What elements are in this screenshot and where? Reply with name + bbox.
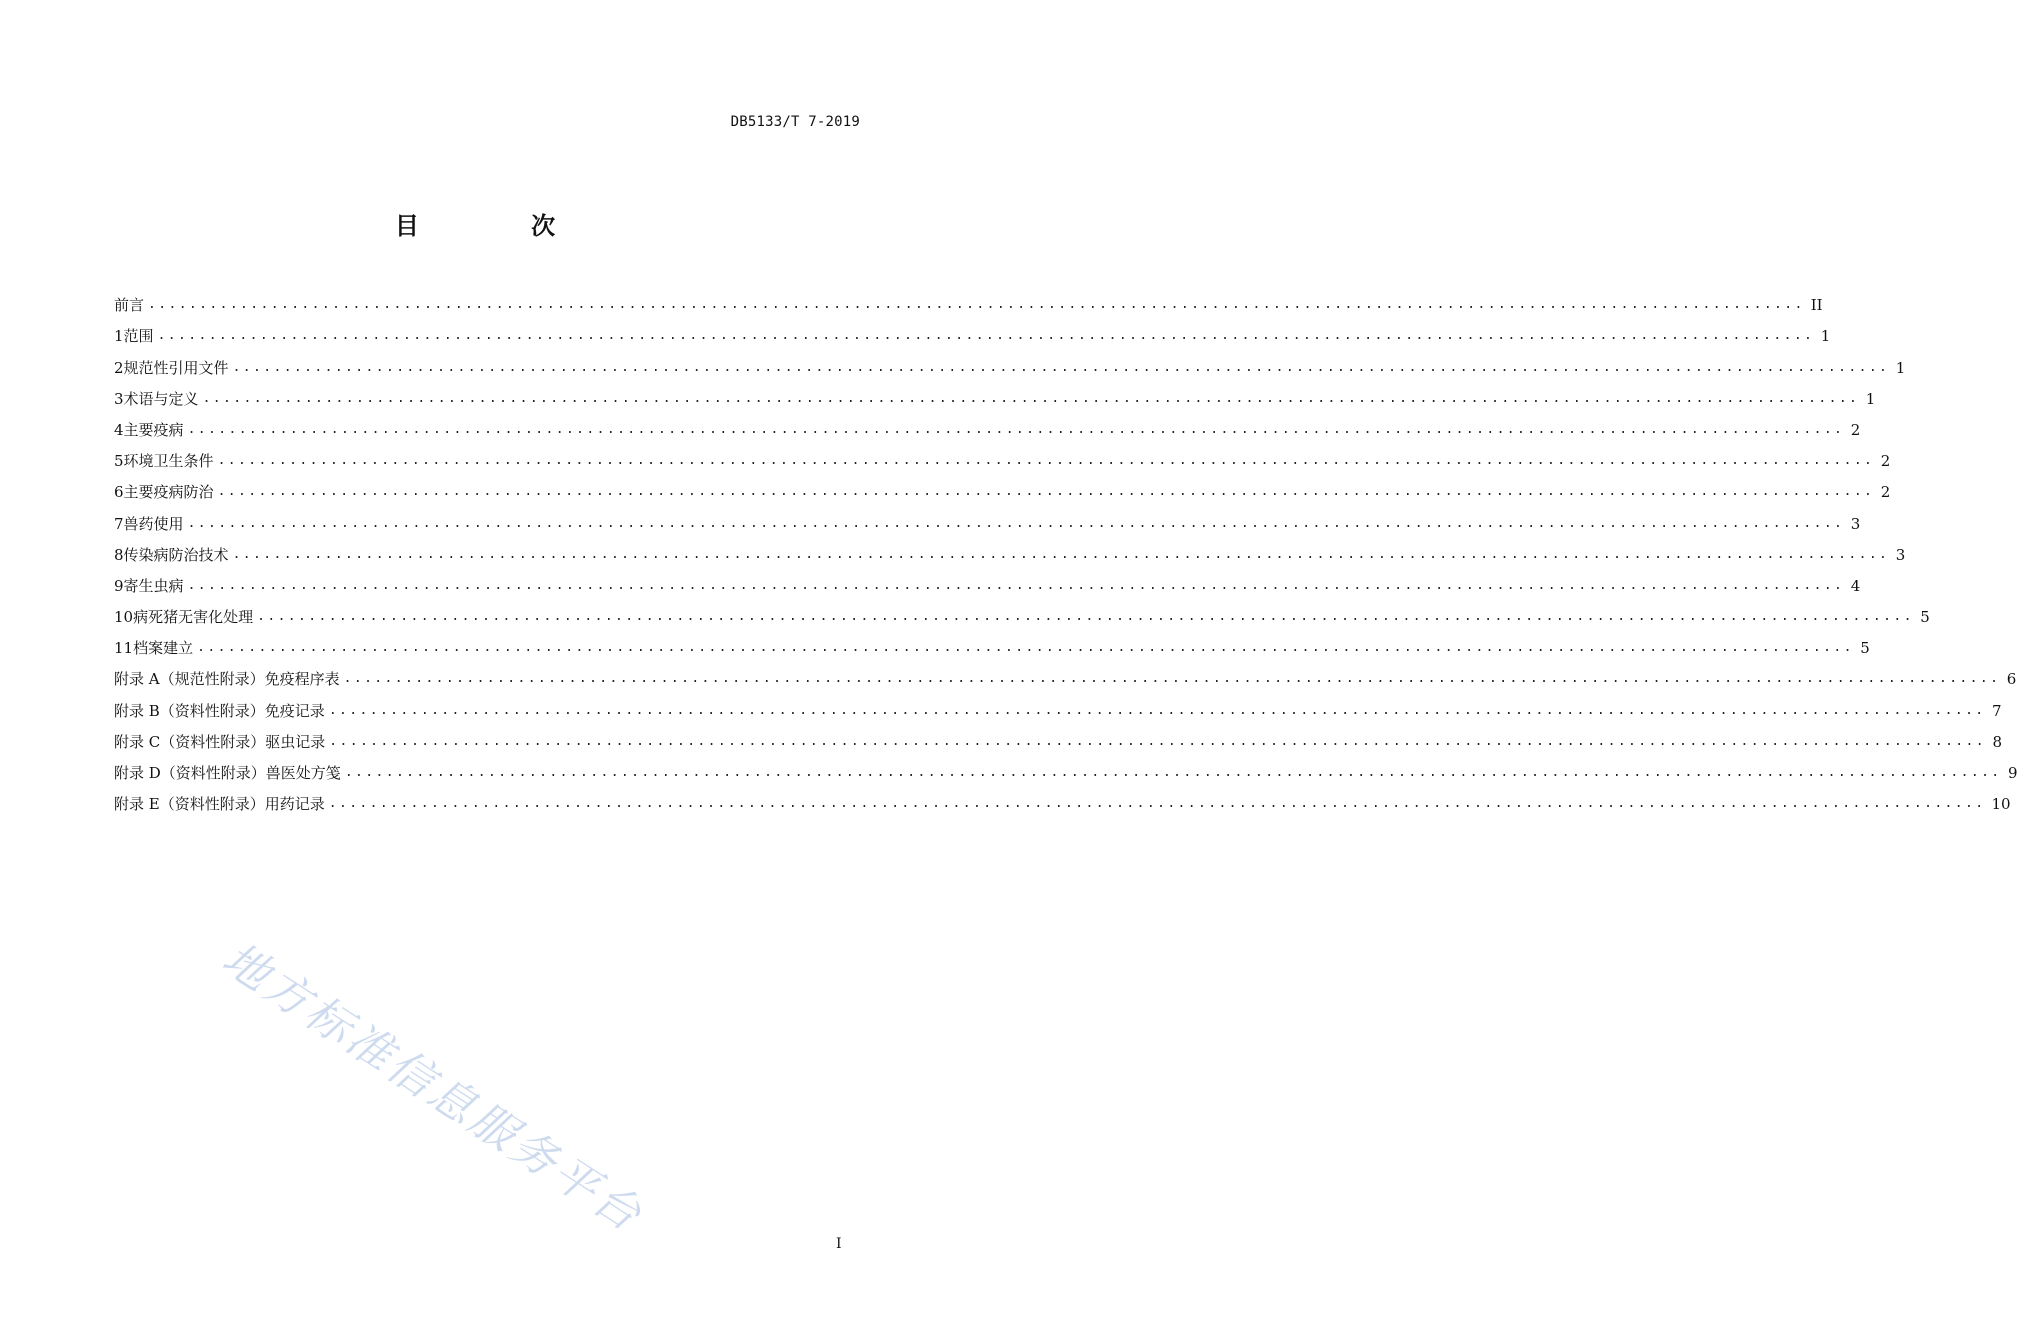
toc-entry[interactable] (114, 317, 1831, 348)
dot-leader: .................................................................................................................................................................. (187, 577, 1845, 593)
dot-leader: .................................................................................................................................................................. (232, 359, 1890, 375)
toc-entry-number: 3 (114, 389, 124, 408)
toc-entry[interactable] (114, 504, 1861, 535)
dot-leader: .................................................................................................................................................................. (328, 796, 1986, 812)
dot-leader: .................................................................................................................................................................. (202, 390, 1860, 406)
toc-entry-label: 兽药使用 (123, 514, 184, 533)
toc-entry[interactable] (114, 411, 1861, 442)
toc-entry-page: 1 (1895, 358, 1906, 377)
toc-entry-page: 9 (2007, 764, 2018, 782)
toc-entry-page: 3 (1895, 545, 1906, 564)
toc-entry-annex: 附录 D（资料性附录） (114, 764, 266, 782)
dot-leader: .................................................................................................................................................................. (343, 671, 2001, 687)
toc-entry-label: 病死猪无害化处理 (133, 608, 254, 627)
toc-entry-label: 主要疫病 (123, 420, 184, 439)
toc-entry-label: 主要疫病防治 (123, 483, 214, 502)
dot-leader: .................................................................................................................................................................. (157, 328, 1815, 344)
toc-entry-number: 2 (114, 358, 124, 377)
toc-entry[interactable] (114, 380, 1876, 411)
toc-entry-page: 6 (2006, 670, 2017, 689)
toc-entry[interactable] (114, 536, 1906, 567)
toc-entry-page: 2 (1880, 452, 1891, 471)
toc-entry[interactable] (114, 286, 1823, 317)
toc-entry[interactable] (114, 660, 2017, 691)
toc-entry-page: 4 (1850, 576, 1861, 595)
toc-entry-label: 术语与定义 (123, 389, 199, 408)
page-title: 目 次 (394, 212, 608, 240)
toc-entry[interactable] (114, 567, 1861, 598)
toc-entry-annex: 附录 B（资料性附录） (114, 701, 265, 720)
toc-entry-page: II (1810, 296, 1823, 315)
toc-entry-page: 7 (1991, 701, 2002, 720)
toc-entry-label: 范围 (123, 327, 154, 346)
toc-entry-label: 兽医处方笺 (265, 764, 341, 782)
toc-entry-page: 8 (1992, 732, 2002, 751)
toc-entry-page: 1 (1820, 327, 1831, 346)
dot-leader: .................................................................................................................................................................. (257, 609, 1914, 625)
toc-entry-number: 6 (114, 483, 124, 502)
toc-entry-label: 规范性引用文件 (123, 358, 229, 377)
toc-entry-page: 5 (1920, 608, 1930, 627)
toc-entry[interactable] (114, 348, 1906, 379)
dot-leader: .................................................................................................................................................................. (197, 640, 1854, 656)
dot-leader: .................................................................................................................................................................. (329, 733, 1986, 749)
table-of-contents (114, 286, 2018, 816)
toc-entry-page: 5 (1860, 639, 1870, 658)
toc-entry-page: 3 (1850, 514, 1861, 533)
toc-entry-annex: 附录 A（规范性附录） (114, 670, 265, 689)
toc-entry-number: 4 (114, 420, 124, 439)
toc-entry-page: 2 (1850, 420, 1861, 439)
toc-entry[interactable] (114, 691, 2002, 722)
toc-entry-number: 8 (114, 545, 124, 564)
toc-entry-label: 前言 (114, 296, 145, 315)
dot-leader: .................................................................................................................................................................. (328, 702, 1986, 718)
toc-entry-label: 免疫程序表 (264, 670, 340, 689)
toc-entry-label: 免疫记录 (264, 701, 325, 720)
toc-entry-number: 10 (114, 608, 134, 627)
dot-leader: .................................................................................................................................................................. (187, 421, 1845, 437)
dot-leader: .................................................................................................................................................................. (217, 453, 1875, 469)
toc-entry-number: 11 (114, 639, 134, 658)
toc-entry-annex: 附录 C（资料性附录） (114, 732, 266, 751)
dot-leader: .................................................................................................................................................................. (344, 765, 2002, 780)
toc-entry-label: 档案建立 (133, 639, 194, 658)
toc-entry-label: 驱虫记录 (265, 732, 326, 751)
toc-entry-number: 7 (114, 514, 124, 533)
dot-leader: .................................................................................................................................................................. (217, 484, 1875, 500)
toc-entry[interactable] (114, 473, 1891, 504)
toc-entry[interactable] (114, 442, 1891, 473)
toc-entry[interactable] (114, 723, 2002, 754)
toc-entry[interactable] (114, 754, 2018, 785)
toc-entry[interactable] (114, 785, 2011, 816)
toc-entry[interactable] (114, 598, 1930, 629)
dot-leader: .................................................................................................................................................................. (148, 297, 1805, 313)
page-number: I (836, 1236, 842, 1252)
toc-entry-number: 1 (114, 327, 124, 346)
toc-entry-label: 用药记录 (264, 795, 325, 814)
toc-entry-label: 传染病防治技术 (123, 545, 229, 564)
toc-entry-page: 1 (1865, 389, 1876, 408)
toc-entry-page: 2 (1880, 483, 1891, 502)
toc-entry-label: 环境卫生条件 (123, 452, 214, 471)
toc-entry-number: 9 (114, 576, 124, 595)
toc-entry-label: 寄生虫病 (123, 576, 184, 595)
watermark: 地方标准信息服务平台 (213, 931, 654, 1243)
toc-entry-page: 10 (1991, 795, 2011, 814)
standard-code: DB5133/T 7-2019 (730, 114, 860, 130)
toc-entry-annex: 附录 E（资料性附录） (114, 795, 265, 814)
dot-leader: .................................................................................................................................................................. (232, 546, 1890, 562)
toc-entry[interactable] (114, 629, 1870, 660)
toc-entry-number: 5 (114, 452, 124, 471)
dot-leader: .................................................................................................................................................................. (187, 515, 1845, 531)
